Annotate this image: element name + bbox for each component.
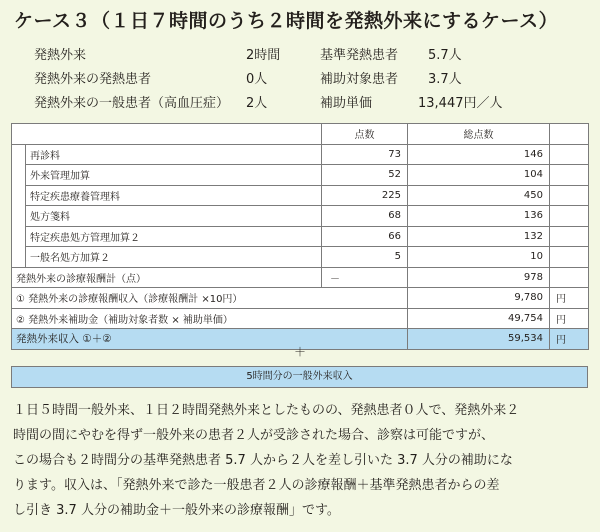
income-label: ② 発熱外来補助金（補助対象者数 × 補助単価） [12,308,408,329]
item-name: 処方箋料 [26,206,322,227]
income-row [12,308,589,329]
summary-label: 基準発熱患者 [320,48,399,63]
table-row [12,165,589,186]
summary-label: 補助対象患者 [320,72,399,87]
item-total: 146 [408,144,550,165]
income-total-value: 59,534 [408,329,550,350]
summary-value: 2時間 [246,48,281,63]
income-unit: 円 [550,288,589,309]
item-total: 450 [408,185,550,206]
item-name: 外来管理加算 [26,165,322,186]
header-points: 点数 [322,124,408,145]
general-outpatient-income-box: 5時間分の一般外来収入 [11,366,588,388]
income-total-label: 発熱外来収入 ①＋② [12,329,408,350]
item-name: 一般名処方加算２ [26,247,322,268]
header-blank [12,124,322,145]
income-total: 49,754 [408,308,550,329]
summary-value: 5.7人 [428,48,462,63]
unit-cell [550,267,589,288]
item-total: 104 [408,165,550,186]
page-title: ケース３（１日７時間のうち２時間を発熱外来にするケース） [14,10,559,32]
explanation-paragraph [13,398,591,523]
paragraph-line: １日５時間一般外来、１日２時間発熱外来としたものの、発熱患者０人で、発熱外来２ [13,403,520,418]
item-points: 5 [322,247,408,268]
item-points: 73 [322,144,408,165]
table-row [12,144,589,165]
summary-label: 発熱外来の一般患者（高血圧症） [34,96,230,111]
item-name: 再診料 [26,144,322,165]
item-points: 68 [322,206,408,227]
summary-label: 補助単価 [320,96,373,111]
paragraph-line: 時間の間にやむを得ず一般外来の患者２人が受診された場合、診察は可能ですが、 [13,428,495,443]
unit-cell [550,247,589,268]
unit-cell [550,226,589,247]
summary-label: 発熱外来 [34,48,87,63]
item-name: 特定疾患療養管理料 [26,185,322,206]
subtotal-label: 発熱外来の診療報酬計（点） [12,267,322,288]
income-label: ① 発熱外来の診療報酬収入（診療報酬計 ×10円） [12,288,408,309]
paragraph-line: ります。収入は、「発熱外来で診た一般患者２人の診療報酬＋基準発熱患者からの差 [13,478,500,493]
item-points: 66 [322,226,408,247]
summary-value: 3.7人 [428,72,462,87]
summary-value: 0人 [246,72,268,87]
income-row [12,288,589,309]
item-total: 10 [408,247,550,268]
unit-cell [550,185,589,206]
item-total: 136 [408,206,550,227]
item-name: 特定疾患処方管理加算２ [26,226,322,247]
subtotal-row [12,267,589,288]
unit-cell [550,206,589,227]
table-header-row [12,124,589,145]
table-row [12,185,589,206]
income-total: 9,780 [408,288,550,309]
item-points: 225 [322,185,408,206]
paragraph-line: し引き 3.7 人分の補助金＋一般外来の診療報酬」です。 [13,503,340,518]
summary-value: 13,447円／人 [418,96,503,111]
calculation-table [11,123,589,350]
unit-cell [550,144,589,165]
income-unit: 円 [550,308,589,329]
item-total: 132 [408,226,550,247]
table-row [12,226,589,247]
header-total-points: 総点数 [408,124,550,145]
plus-sign: ＋ [293,345,306,359]
subtotal-points: － [322,267,408,288]
item-points: 52 [322,165,408,186]
subtotal-total: 978 [408,267,550,288]
header-unit-blank [550,124,589,145]
income-total-unit: 円 [550,329,589,350]
summary-value: 2人 [246,96,268,111]
unit-cell [550,165,589,186]
table-row [12,247,589,268]
summary-label: 発熱外来の発熱患者 [34,72,152,87]
indent-cell [12,144,26,267]
table-row [12,206,589,227]
paragraph-line: この場合も２時間分の基準発熱患者 5.7 人から２人を差し引いた 3.7 人分の補助にな [13,453,513,468]
